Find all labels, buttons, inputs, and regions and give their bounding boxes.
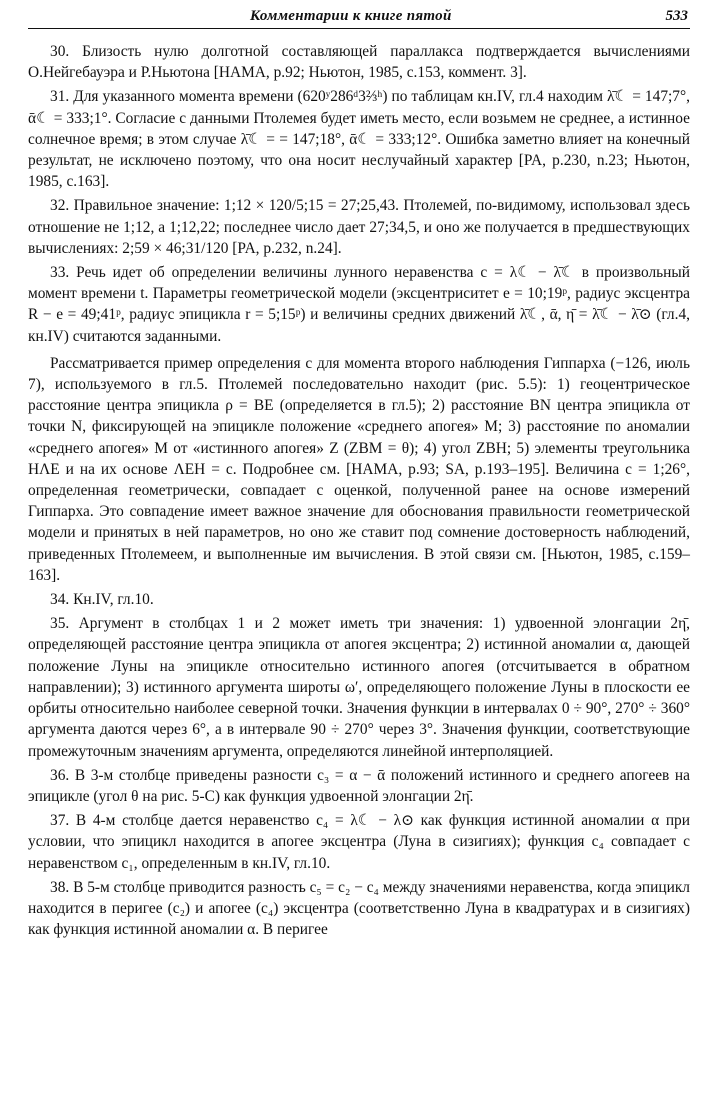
note-34: 34. Кн.IV, гл.10. <box>50 591 154 609</box>
running-title: Комментарии к книге пятой <box>250 8 452 24</box>
note-33: 33. Речь идет об определении величины лунного неравенства c = λ☾ − λ̄☾ в произвольный момент времени t. Параметры геометрической модели (эксцентриситет e = 10;19ᵖ, радиус эксцентра R − e = 49;41ᵖ, радиус эпицикла r = 5;15ᵖ) и величины средних движений λ̄☾, ᾱ, η̄ = λ̄☾ − λ̄⊙ (гл.4, кн.IV) считаются заданными. <box>28 264 690 345</box>
note-35: 35. Аргумент в столбцах 1 и 2 может иметь три значения: 1) удвоенной элонгации 2η̄, определяющей расстояние центра эпицикла от апогея эксцентра; 2) истинной аномалии α, дающей положение Луны на эпицикле относительно истинного апогея (отсчитывается в обратном направлении); 3) истинного аргумента широты ω′, определяющего положение Луны в плоскости ее орбиты относительно наиболее северной точки. Значения функции в интервалах 0 ÷ 90°, 270° ÷ 360° аргумента даются через 6°, а в интервале 90 ÷ 270° через 3°. Значения функции, соответствующие промежуточным значениям аргумента, определяются линейной интерполяцией. <box>28 615 690 760</box>
note-36: 36. В 3-м столбце приведены разности c₃ = α − ᾱ положений истинного и среднего апогеев на эпицикле (угол θ на рис. 5-C) как функция удвоенной элонгации 2η̄. <box>28 766 690 805</box>
note-33-continuation: Рассматривается пример определения c для момента второго наблюдения Гиппарха (−126, июль 7), используемого в гл.5. Птолемей последовательно находит (рис. 5.5): 1) геоцентрическое расстояние центра эпицикла ρ = BE (определяется в гл.5); 2) расстояние BN центра эпицикла от точки N, фиксирующей на эпицикле положение «среднего апогея» M; 3) расстояние по аномалии «среднего апогея» M от «истинного апогея» Z (ZBM = θ); 4) угол ZBH; 5) элементы треугольника HΛE и на их основе ΛEH = c. Подробнее см. [HAMA, p.93; SA, p.193–195]. Величина c = 1;26°, определенная геометрически, совпадает с оценкой, полученной ранее на основе измерений Гиппарха. Это совпадение имеет важное значение для обоснования правильности геометрической модели и принятых в ней параметров, но оно же ставит под сомнение достоверность наблюдений, приведенных Птолемеем, и выполненные им вычисления. В этой связи см. [Ньютон, 1985, с.159–163]. <box>28 354 690 584</box>
page-number: 533 <box>665 8 688 24</box>
page-body <box>28 41 690 943</box>
note-38: 38. В 5-м столбце приводится разность c₅ = c₂ − c₄ между значениями неравенства, когда эпицикл находится в перигее (c₂) и апогее (c₄) эксцентра (соответственно Луна в квадратурах и в сизигиях) как функция истинной аномалии α. В перигее <box>28 878 690 939</box>
note-30: 30. Близость нулю долготной составляющей параллакса подтверждается вычислениями О.Нейгебауэра и Р.Ньютона [HAMA, p.92; Ньютон, 1985, с.153, коммент. 3]. <box>28 43 690 82</box>
note-31: 31. Для указанного момента времени (620ʸ286ᵈ3⅔ʰ) по таблицам кн.IV, гл.4 находим λ̄☾ = 147;7°, ᾱ☾ = 333;1°. Согласие с данными Птолемея будет иметь место, если возьмем не среднее, а истинное солнечное время; в этом случае λ̄☾ = = 147;18°, ᾱ☾ = 333;12°. Ошибка заметно влияет на конечный результат, не исключено поэтому, что она носит неслучайный характер [PA, p.230, n.23; Ньютон, 1985, с.163]. <box>28 88 690 191</box>
running-header <box>28 6 690 29</box>
note-37: 37. В 4-м столбце дается неравенство c₄ = λ☾ − λ⊙ как функция истинной аномалии α при условии, что эпицикл находится в апогее эксцентра (Луна в сизигиях); функция c₄ совпадает с неравенством c₁, определенным в кн.IV, гл.10. <box>28 812 690 872</box>
note-32: 32. Правильное значение: 1;12 × 120/5;15 = 27;25,43. Птолемей, по-видимому, использовал здесь отношение не 1;12, а 1;12,22; последнее число дает 27;34,5, и оно же получается в предшествующих вычислениях: 2;59 × 46;31/120 [PA, p.232, n.24]. <box>28 197 690 257</box>
